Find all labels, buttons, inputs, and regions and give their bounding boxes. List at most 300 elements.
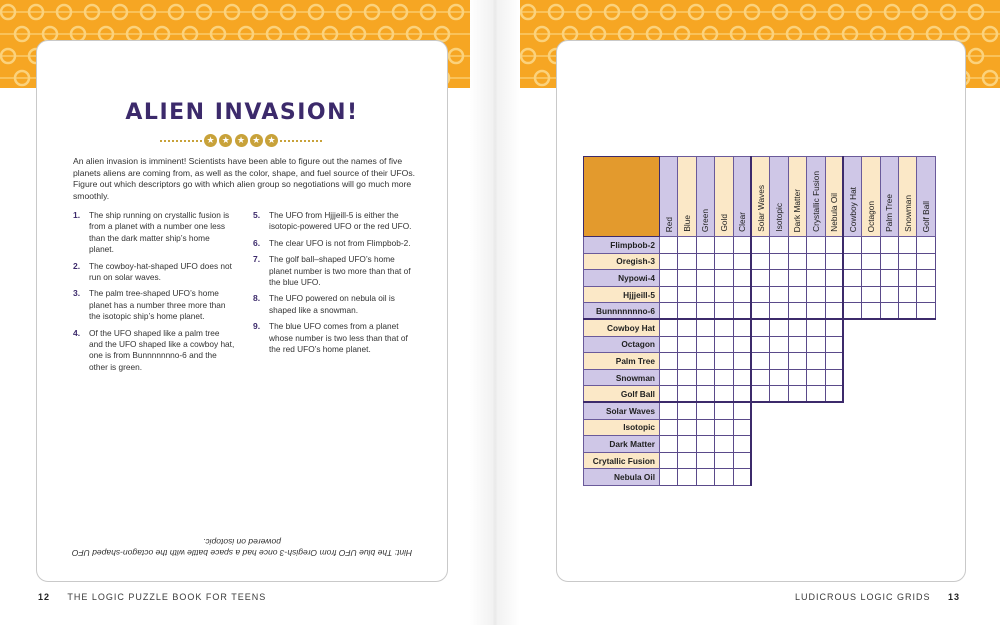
column-label: Nebula Oil (828, 193, 839, 232)
grid-cell[interactable] (807, 237, 825, 254)
grid-cell[interactable] (788, 319, 806, 336)
column-label: Isotopic (774, 203, 785, 232)
grid-column-header (862, 157, 880, 237)
star-icon: ★ (204, 134, 217, 147)
dotted-line (160, 140, 202, 142)
grid-cell[interactable] (899, 303, 917, 320)
grid-cell[interactable] (678, 237, 696, 254)
column-label: Cowboy Hat (847, 186, 858, 232)
grid-cell[interactable] (862, 253, 880, 270)
grid-cell[interactable] (678, 353, 696, 370)
grid-blank (770, 402, 788, 419)
grid-cell[interactable] (660, 353, 678, 370)
clue-item (253, 321, 415, 355)
grid-blank (917, 419, 935, 436)
grid-cell[interactable] (899, 237, 917, 254)
grid-blank (862, 419, 880, 436)
clue-number: 2. (73, 260, 81, 271)
grid-cell[interactable] (660, 253, 678, 270)
grid-cell[interactable] (733, 419, 751, 436)
grid-cell[interactable] (733, 402, 751, 419)
grid-blank (843, 402, 861, 419)
column-label: Solar Waves (755, 185, 766, 232)
grid-blank (751, 419, 769, 436)
grid-column-header (715, 157, 733, 237)
grid-cell[interactable] (733, 253, 751, 270)
grid-cell[interactable] (696, 336, 714, 353)
grid-blank (825, 452, 843, 469)
grid-cell[interactable] (751, 303, 769, 320)
grid-column-header (770, 157, 788, 237)
grid-cell[interactable] (733, 286, 751, 303)
grid-cell[interactable] (917, 253, 935, 270)
grid-blank (899, 319, 917, 336)
clue-text: Of the UFO shaped like a palm tree and the UFO shaped like a cowboy hat, one is from Bunnnnnnno-6 and the other is green. (89, 327, 235, 372)
grid-cell[interactable] (899, 286, 917, 303)
grid-blank (880, 419, 898, 436)
grid-blank (825, 419, 843, 436)
grid-cell[interactable] (788, 353, 806, 370)
puzzle-number: 10 (224, 50, 260, 78)
grid-blank (751, 402, 769, 419)
grid-cell[interactable] (899, 253, 917, 270)
grid-blank (843, 319, 861, 336)
grid-cell[interactable] (696, 452, 714, 469)
grid-cell[interactable] (751, 353, 769, 370)
grid-row-header: Flimpbob-2 (584, 237, 660, 254)
grid-row-header: Cowboy Hat (584, 319, 660, 336)
column-label: Red (663, 216, 674, 232)
grid-blank (788, 452, 806, 469)
grid-cell[interactable] (715, 452, 733, 469)
grid-blank (807, 469, 825, 486)
grid-cell[interactable] (715, 303, 733, 320)
grid-cell[interactable] (733, 353, 751, 370)
grid-cell[interactable] (788, 270, 806, 287)
column-label: Snowman (902, 195, 913, 232)
grid-cell[interactable] (678, 436, 696, 453)
clue-item (253, 210, 415, 233)
grid-blank (899, 469, 917, 486)
column-label: Clear (737, 212, 747, 232)
grid-cell[interactable] (899, 270, 917, 287)
grid-cell[interactable] (696, 303, 714, 320)
grid-row-header: Golf Ball (584, 386, 660, 403)
grid-blank (862, 386, 880, 403)
grid-cell[interactable] (733, 369, 751, 386)
clue-number: 8. (253, 293, 261, 304)
logic-grid (583, 156, 936, 486)
grid-blank (843, 353, 861, 370)
grid-cell[interactable] (660, 402, 678, 419)
grid-cell[interactable] (862, 303, 880, 320)
grid-cell[interactable] (807, 386, 825, 403)
grid-cell[interactable] (770, 319, 788, 336)
grid-cell[interactable] (696, 402, 714, 419)
grid-blank (880, 402, 898, 419)
grid-column-header (660, 157, 678, 237)
grid-cell[interactable] (825, 336, 843, 353)
grid-blank (751, 469, 769, 486)
grid-cell[interactable] (788, 369, 806, 386)
grid-cell[interactable] (770, 303, 788, 320)
grid-cell[interactable] (733, 386, 751, 403)
grid-blank (899, 369, 917, 386)
grid-cell[interactable] (715, 419, 733, 436)
grid-cell[interactable] (825, 237, 843, 254)
grid-blank (880, 436, 898, 453)
upside-down-hint: Hint: The blue UFO from Oregish-3 once had a space battle with the octagon-shaped UFO powered on isotopic. (71, 537, 413, 558)
grid-cell[interactable] (770, 270, 788, 287)
grid-cell[interactable] (715, 336, 733, 353)
title-divider (160, 134, 322, 148)
clue-number: 3. (73, 288, 81, 299)
grid-cell[interactable] (696, 353, 714, 370)
page-number: 13 (947, 592, 960, 602)
star-icon: ★ (265, 134, 278, 147)
grid-blank (770, 419, 788, 436)
star-icon: ★ (219, 134, 232, 147)
grid-cell[interactable] (678, 386, 696, 403)
grid-blank (917, 336, 935, 353)
clue-item (253, 254, 415, 288)
grid-cell[interactable] (696, 319, 714, 336)
grid-blank (843, 419, 861, 436)
chapter-running-footer: LUDICROUS LOGIC GRIDS (794, 592, 931, 602)
grid-cell[interactable] (733, 303, 751, 320)
grid-blank (880, 336, 898, 353)
grid-cell[interactable] (715, 319, 733, 336)
grid-cell[interactable] (751, 286, 769, 303)
clue-item (73, 288, 235, 322)
grid-cell[interactable] (880, 286, 898, 303)
grid-blank (862, 469, 880, 486)
grid-row-header: Oregish-3 (584, 253, 660, 270)
grid-cell[interactable] (660, 286, 678, 303)
grid-blank (825, 469, 843, 486)
grid-blank (917, 369, 935, 386)
grid-column-header (788, 157, 806, 237)
grid-blank (788, 436, 806, 453)
grid-cell[interactable] (660, 452, 678, 469)
grid-row-header: Isotopic (584, 419, 660, 436)
grid-column-header (696, 157, 714, 237)
grid-cell[interactable] (696, 253, 714, 270)
grid-cell[interactable] (715, 369, 733, 386)
grid-blank (807, 452, 825, 469)
grid-row-header: Bunnnnnnno-6 (584, 303, 660, 320)
clue-number: 6. (253, 237, 261, 248)
grid-column-header (880, 157, 898, 237)
column-label: Crystallic Fusion (810, 171, 821, 232)
grid-cell[interactable] (678, 270, 696, 287)
grid-cell[interactable] (770, 386, 788, 403)
grid-blank (880, 452, 898, 469)
grid-cell[interactable] (751, 336, 769, 353)
grid-blank (917, 386, 935, 403)
grid-cell[interactable] (825, 386, 843, 403)
grid-cell[interactable] (807, 270, 825, 287)
grid-cell[interactable] (770, 369, 788, 386)
grid-cell[interactable] (733, 270, 751, 287)
grid-cell[interactable] (751, 319, 769, 336)
column-label: Green (700, 208, 711, 232)
grid-cell[interactable] (843, 286, 861, 303)
column-label: Blue (682, 215, 693, 232)
grid-row-header: Nypowi-4 (584, 270, 660, 287)
page-title: ALIEN INVASION! (125, 100, 359, 125)
grid-cell[interactable] (715, 469, 733, 486)
grid-cell[interactable] (843, 303, 861, 320)
grid-row-header: Snowman (584, 369, 660, 386)
grid-blank (843, 452, 861, 469)
grid-blank (843, 386, 861, 403)
grid-blank (788, 402, 806, 419)
grid-cell[interactable] (807, 253, 825, 270)
grid-cell[interactable] (678, 336, 696, 353)
clue-item (73, 328, 235, 374)
logic-grid-table (583, 156, 936, 486)
grid-cell[interactable] (825, 303, 843, 320)
clue-list-column-2 (253, 210, 415, 360)
grid-cell[interactable] (660, 270, 678, 287)
grid-cell[interactable] (660, 303, 678, 320)
grid-cell[interactable] (696, 419, 714, 436)
grid-cell[interactable] (825, 353, 843, 370)
grid-blank (751, 452, 769, 469)
clue-list-column-1 (73, 210, 235, 378)
grid-blank (899, 386, 917, 403)
grid-cell[interactable] (733, 452, 751, 469)
grid-cell[interactable] (660, 419, 678, 436)
grid-cell[interactable] (696, 469, 714, 486)
grid-blank (788, 469, 806, 486)
grid-cell[interactable] (696, 286, 714, 303)
grid-cell[interactable] (880, 303, 898, 320)
grid-cell[interactable] (825, 286, 843, 303)
grid-cell[interactable] (678, 452, 696, 469)
grid-column-header (733, 157, 751, 237)
grid-cell[interactable] (660, 469, 678, 486)
clue-item (253, 293, 415, 316)
grid-cell[interactable] (715, 253, 733, 270)
grid-blank (843, 369, 861, 386)
clue-number: 4. (73, 327, 81, 338)
book-gutter (470, 0, 520, 625)
grid-row-header: Nebula Oil (584, 469, 660, 486)
grid-cell[interactable] (807, 319, 825, 336)
grid-cell[interactable] (770, 237, 788, 254)
grid-cell[interactable] (843, 237, 861, 254)
grid-cell[interactable] (660, 369, 678, 386)
footer-right (795, 592, 960, 602)
grid-cell[interactable] (678, 253, 696, 270)
column-label: Dark Matter (792, 188, 803, 232)
grid-blank (770, 436, 788, 453)
grid-cell[interactable] (733, 237, 751, 254)
grid-blank (825, 436, 843, 453)
grid-blank (862, 353, 880, 370)
grid-blank (917, 469, 935, 486)
grid-blank (843, 436, 861, 453)
grid-blank (899, 336, 917, 353)
grid-cell[interactable] (843, 253, 861, 270)
grid-blank (862, 319, 880, 336)
clue-item (73, 261, 235, 284)
grid-cell[interactable] (807, 353, 825, 370)
grid-column-header (825, 157, 843, 237)
grid-cell[interactable] (788, 237, 806, 254)
grid-column-header (843, 157, 861, 237)
grid-cell[interactable] (843, 270, 861, 287)
grid-blank (862, 369, 880, 386)
column-label: Golf Ball (921, 200, 932, 232)
grid-cell[interactable] (678, 419, 696, 436)
grid-cell[interactable] (880, 270, 898, 287)
grid-blank (807, 419, 825, 436)
grid-cell[interactable] (715, 237, 733, 254)
grid-blank (880, 469, 898, 486)
grid-cell[interactable] (788, 253, 806, 270)
clue-text: The clear UFO is not from Flimpbob-2. (269, 237, 411, 248)
grid-cell[interactable] (770, 353, 788, 370)
grid-cell[interactable] (678, 286, 696, 303)
grid-cell[interactable] (862, 270, 880, 287)
grid-blank (899, 353, 917, 370)
grid-cell[interactable] (807, 369, 825, 386)
clue-text: The UFO from Hjjjeill-5 is either the isotopic-powered UFO or the red UFO. (269, 210, 412, 232)
grid-blank (843, 336, 861, 353)
grid-cell[interactable] (715, 402, 733, 419)
grid-cell[interactable] (751, 253, 769, 270)
column-label: Gold (718, 214, 729, 232)
grid-blank (862, 436, 880, 453)
grid-cell[interactable] (660, 319, 678, 336)
grid-blank (843, 469, 861, 486)
grid-cell[interactable] (715, 436, 733, 453)
grid-cell[interactable] (825, 319, 843, 336)
clue-item (253, 238, 415, 249)
intro-paragraph: An alien invasion is imminent! Scientists have been able to figure out the names of five planets aliens are coming from, as well as the color, shape, and fuel source of their UFOs. Figure out which descriptors go with which alien group so negotiations will go much more smoothly. (73, 156, 416, 201)
grid-cell[interactable] (696, 436, 714, 453)
grid-cell[interactable] (788, 386, 806, 403)
grid-column-header (678, 157, 696, 237)
grid-cell[interactable] (880, 237, 898, 254)
grid-cell[interactable] (715, 386, 733, 403)
grid-cell[interactable] (770, 286, 788, 303)
grid-cell[interactable] (660, 237, 678, 254)
clue-text: The ship running on crystallic fusion is from a planet with a number one less than the dark matter ship’s home planet. (89, 210, 230, 255)
grid-cell[interactable] (660, 386, 678, 403)
grid-cell[interactable] (660, 436, 678, 453)
grid-cell[interactable] (733, 336, 751, 353)
grid-cell[interactable] (825, 253, 843, 270)
grid-cell[interactable] (733, 436, 751, 453)
grid-cell[interactable] (825, 270, 843, 287)
grid-row-header: Octagon (584, 336, 660, 353)
star-row (204, 134, 278, 147)
grid-cell[interactable] (917, 303, 935, 320)
clue-number: 7. (253, 254, 261, 265)
grid-blank (770, 452, 788, 469)
grid-cell[interactable] (825, 369, 843, 386)
grid-cell[interactable] (807, 286, 825, 303)
grid-cell[interactable] (715, 270, 733, 287)
grid-row-header: Palm Tree (584, 353, 660, 370)
grid-cell[interactable] (770, 336, 788, 353)
grid-cell[interactable] (770, 253, 788, 270)
grid-cell[interactable] (917, 237, 935, 254)
grid-cell[interactable] (678, 369, 696, 386)
grid-corner (584, 157, 660, 237)
grid-cell[interactable] (917, 286, 935, 303)
grid-blank (899, 419, 917, 436)
grid-cell[interactable] (660, 336, 678, 353)
grid-cell[interactable] (807, 303, 825, 320)
grid-cell[interactable] (862, 237, 880, 254)
grid-cell[interactable] (733, 319, 751, 336)
clue-text: The cowboy-hat-shaped UFO does not run on solar waves. (89, 260, 232, 283)
grid-cell[interactable] (807, 336, 825, 353)
column-label: Octagon (865, 200, 876, 232)
grid-cell[interactable] (696, 386, 714, 403)
grid-blank (825, 402, 843, 419)
grid-row-header: Hjjjeill-5 (584, 286, 660, 303)
dotted-line (280, 140, 322, 142)
grid-cell[interactable] (678, 469, 696, 486)
grid-cell[interactable] (678, 402, 696, 419)
grid-cell[interactable] (788, 303, 806, 320)
grid-cell[interactable] (696, 369, 714, 386)
grid-cell[interactable] (696, 270, 714, 287)
footer-left (38, 592, 266, 602)
grid-blank (880, 353, 898, 370)
grid-cell[interactable] (678, 319, 696, 336)
grid-cell[interactable] (715, 286, 733, 303)
clue-number: 1. (73, 210, 81, 220)
grid-cell[interactable] (751, 270, 769, 287)
book-title-running-footer: THE LOGIC PUZZLE BOOK FOR TEENS (67, 592, 267, 602)
grid-blank (807, 402, 825, 419)
grid-cell[interactable] (862, 286, 880, 303)
grid-cell[interactable] (880, 253, 898, 270)
grid-cell[interactable] (751, 237, 769, 254)
grid-cell[interactable] (696, 237, 714, 254)
grid-blank (917, 402, 935, 419)
clue-text: The UFO powered on nebula oil is shaped like a snowman. (269, 293, 395, 315)
grid-cell[interactable] (733, 469, 751, 486)
grid-blank (862, 452, 880, 469)
grid-cell[interactable] (751, 386, 769, 403)
grid-blank (880, 386, 898, 403)
grid-cell[interactable] (917, 270, 935, 287)
grid-cell[interactable] (788, 336, 806, 353)
grid-blank (917, 319, 935, 336)
grid-blank (899, 436, 917, 453)
grid-cell[interactable] (678, 303, 696, 320)
grid-column-header (751, 157, 769, 237)
star-icon: ★ (250, 134, 263, 147)
grid-cell[interactable] (788, 286, 806, 303)
grid-column-header (899, 157, 917, 237)
grid-cell[interactable] (715, 353, 733, 370)
clue-item (73, 210, 235, 256)
grid-blank (899, 402, 917, 419)
clue-number: 5. (253, 210, 261, 220)
star-icon: ★ (235, 134, 248, 147)
grid-cell[interactable] (751, 369, 769, 386)
grid-blank (751, 436, 769, 453)
